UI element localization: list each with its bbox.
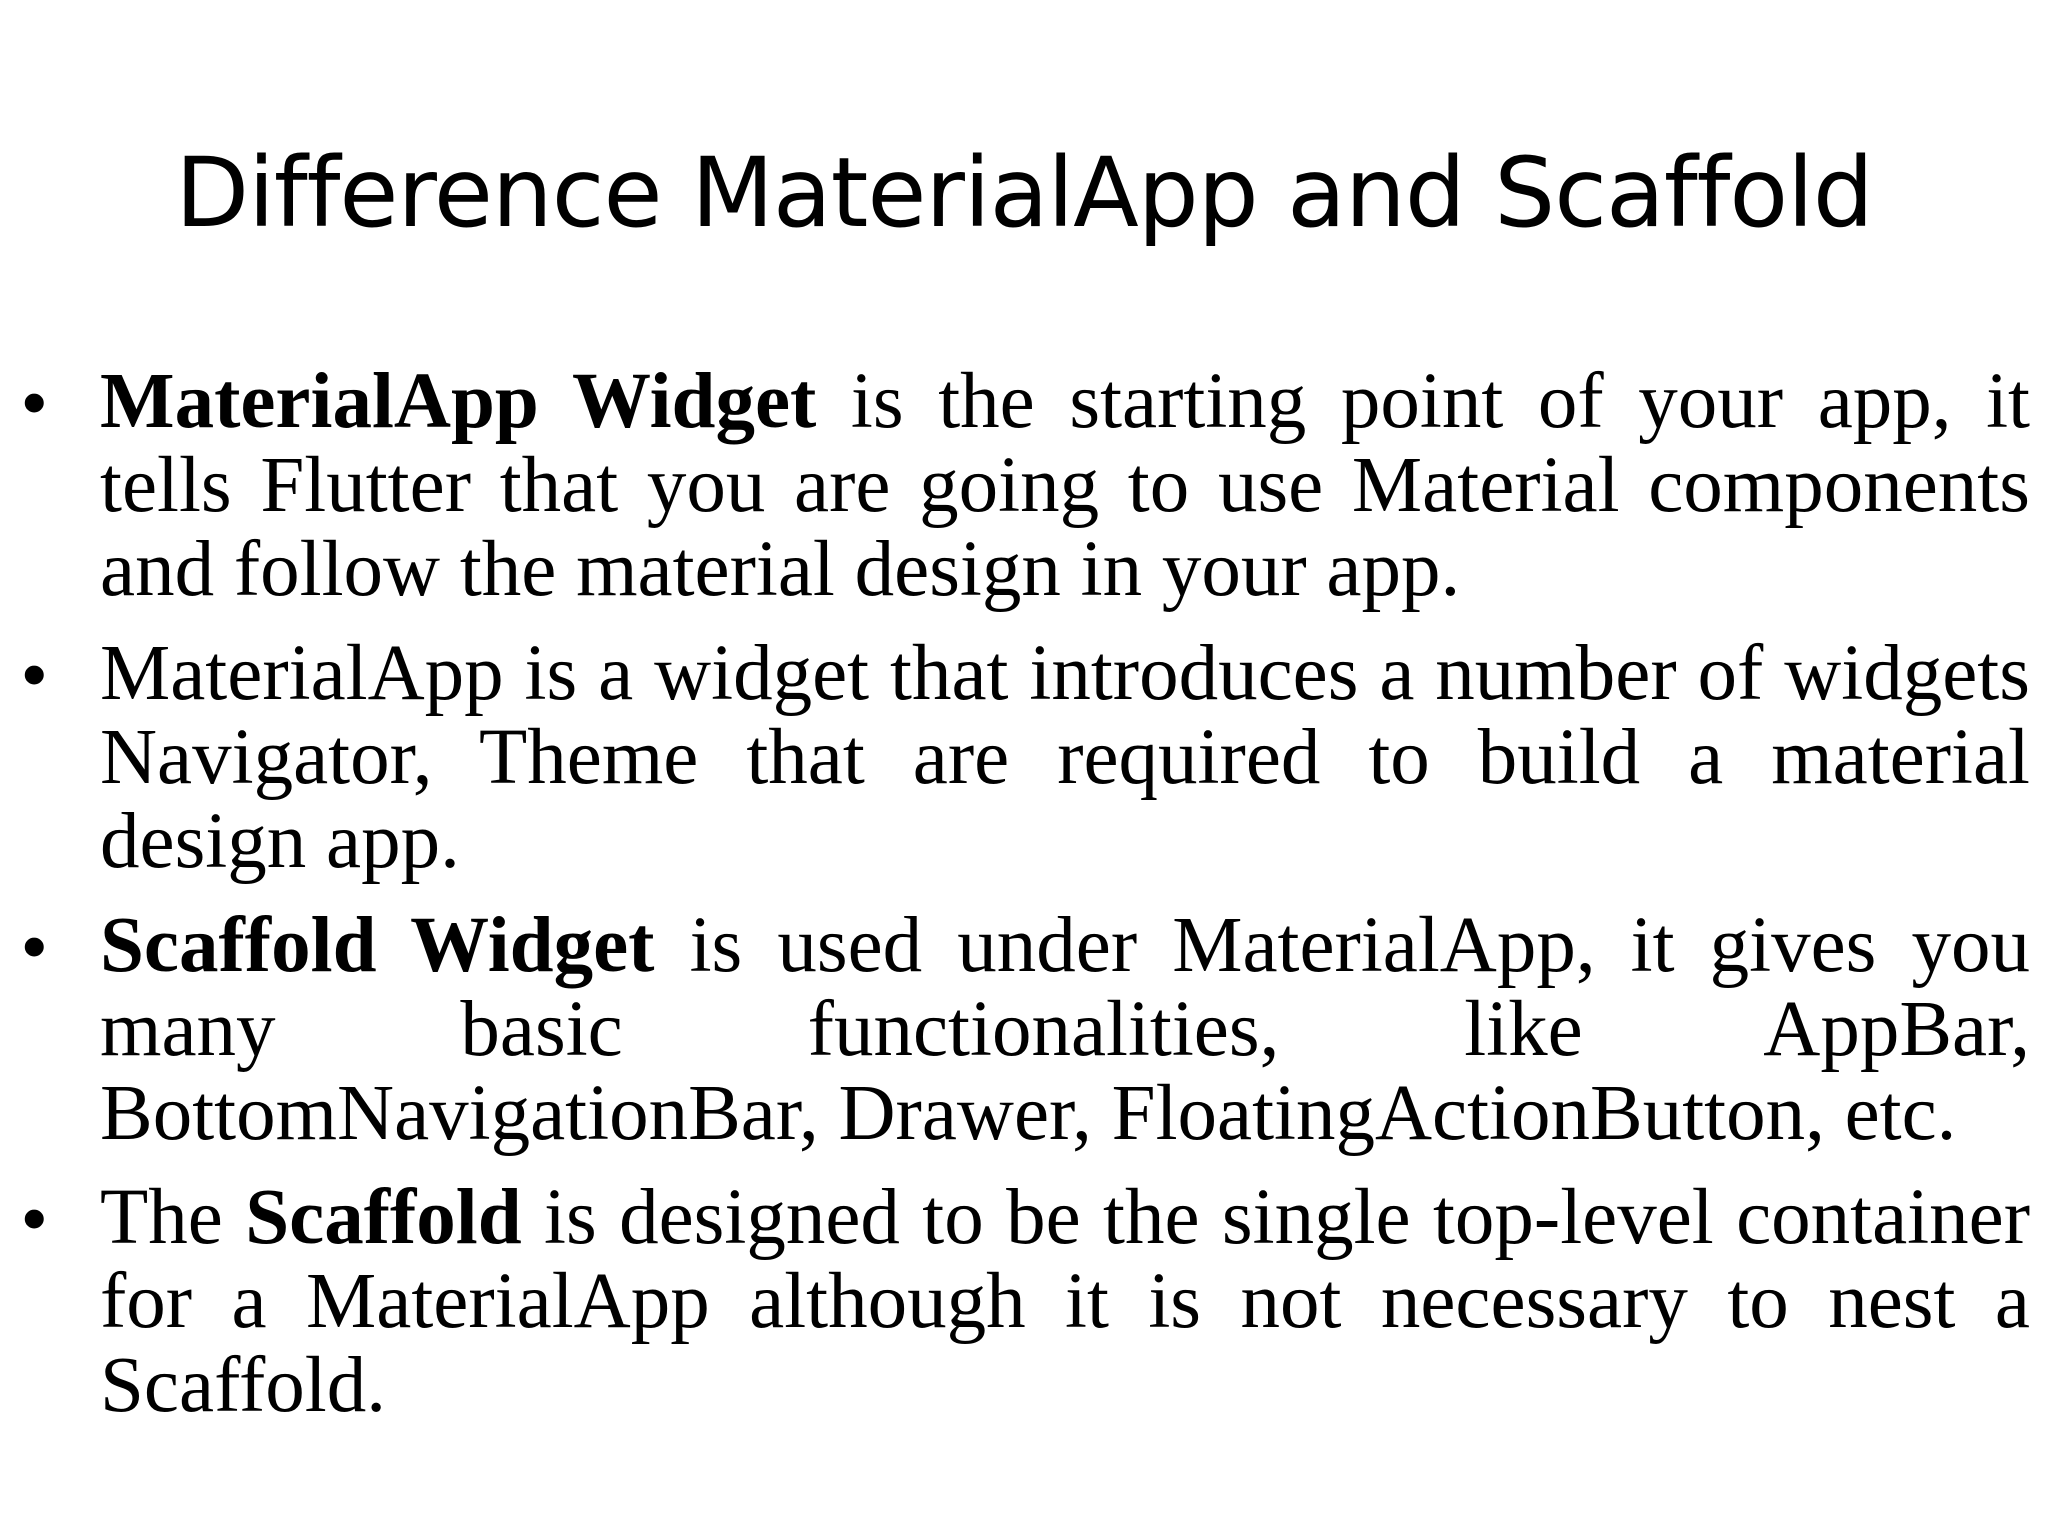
bullet-text: is the starting point of your app, it tells Flutter that you are going to use Material components and follow the material design in your app.: [100, 358, 2030, 613]
bullet-list: [0, 360, 2048, 1428]
bullet-item-2: [0, 632, 2048, 884]
bullet-text: is designed to be the single top-level container for a MaterialApp although it is not necessary to nest a Scaffold.: [100, 1174, 2030, 1429]
bullet-item-1: [0, 360, 2048, 612]
bullet-text: is used under MaterialApp, it gives you many basic functionalities, like AppBar, BottomNavigationBar, Drawer, FloatingActionButton, etc.: [100, 902, 2031, 1157]
bullet-dot: •: [22, 1179, 47, 1257]
bullet-text: MaterialApp is a widget that introduces a number of widgets Navigator, Theme that are required to build a material design app.: [100, 630, 2030, 885]
bullet-bold-mid: Scaffold: [245, 1174, 522, 1261]
bullet-dot: •: [22, 907, 47, 985]
bullet-text-pre: The: [100, 1174, 246, 1261]
bullet-item-4: [0, 1176, 2048, 1428]
bullet-bold-lead: MaterialApp Widget: [100, 358, 817, 445]
bullet-dot: •: [22, 635, 47, 713]
bullet-bold-lead: Scaffold Widget: [100, 902, 655, 989]
bullet-dot: •: [22, 363, 47, 441]
bullet-item-3: [0, 904, 2048, 1156]
slide-title: Difference MaterialApp and Scaffold: [175, 137, 1873, 249]
